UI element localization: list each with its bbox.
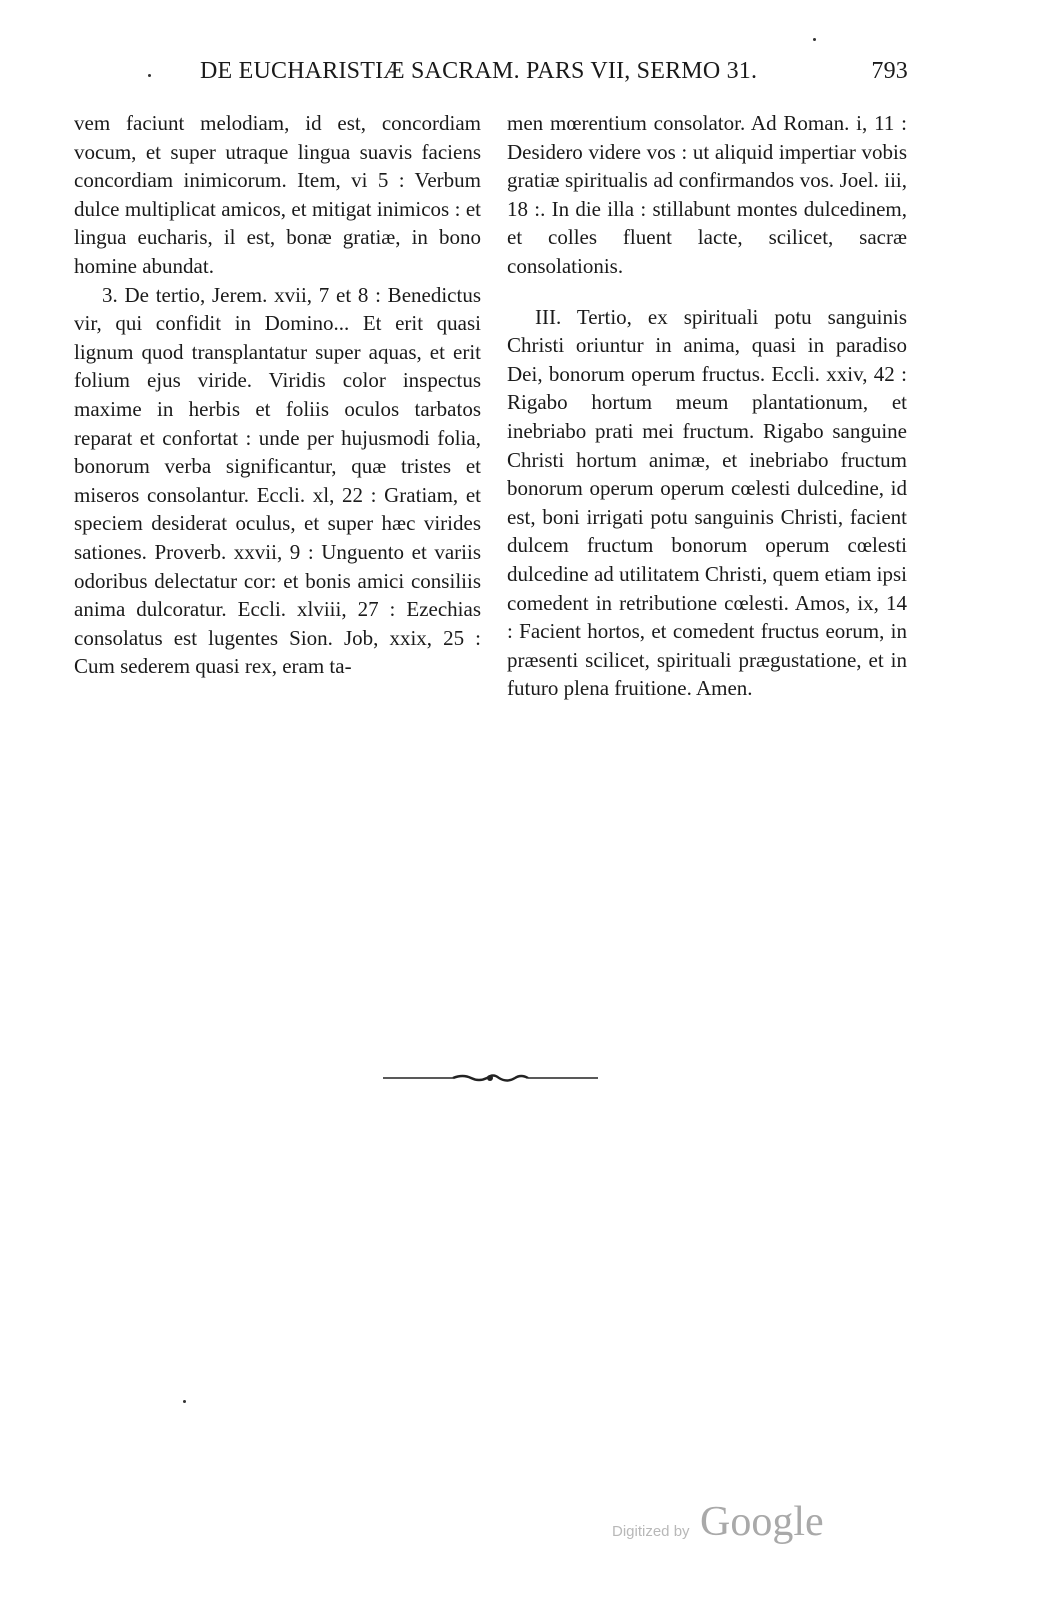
paragraph: men mœrentium consolator. Ad Roman. i, 11 : Desidero videre vos : ut aliquid impertiar vobis gratiæ spiritualis ad confirmandos vos. Joel. iii, 18 :. In die illa : stillabunt montes dulcedinem, et colles fluent lacte, scilicet, sacræ consolationis.: [507, 111, 907, 278]
print-speck: [813, 38, 816, 41]
right-column: [507, 109, 907, 703]
print-speck: [148, 74, 151, 77]
running-title: DE EUCHARISTIÆ SACRAM. PARS VII, SERMO 31.: [200, 58, 758, 84]
watermark-text: Digitized by: [612, 1523, 690, 1540]
digitization-watermark: [612, 1498, 832, 1548]
paragraph: 3. De tertio, Jerem. xvii, 7 et 8 : Benedictus vir, qui confidit in Domino... Et erit quasi lignum quod transplantatur super aquas, et erit folium ejus viride. Viridis color inspectus maxime in herbis et foliis oculos tarbatos reparat et confortat : unde per hujusmodi folia, bonorum verba significantur, quæ tristes et miseros consolantur. Eccli. xl, 22 : Gratiam, et speciem desiderat oculus, et super hæc virides sationes. Proverb. xxvii, 9 : Unguento et variis odoribus delectatur cor: et bonis amici consiliis anima dulcoratur. Eccli. xlviii, 27 : Ezechias consolatus est lugentes Sion. Job, xxix, 25 : Cum sederem quasi rex, eram ta-: [74, 282, 481, 679]
paragraph: vem faciunt melodiam, id est, concordiam vocum, et super utraque lingua suavis faciens concordiam inimicorum. Item, vi 5 : Verbum dulce multiplicat amicos, et mitigat inimicos : et lingua eucharis, il est, bonæ gratiæ, in bono homine abundat.: [74, 111, 481, 278]
print-speck: [183, 1400, 186, 1403]
section-end-ornament: [383, 1068, 598, 1088]
left-column: [74, 109, 481, 681]
page-number: 793: [871, 58, 908, 84]
watermark-logo: Google: [700, 1499, 824, 1545]
running-header: [78, 58, 908, 92]
paragraph: III. Tertio, ex spirituali potu sanguinis Christi oriuntur in anima, quasi in paradiso Dei, bonorum operum fructus. Eccli. xxiv, 42 : Rigabo hortum meum plantationum, et inebriabo prati mei fructum. Rigabo sanguine Christi hortum animæ, et inebriabo fructum bonorum operum operum cœlesti dulcedine, id est, boni irrigati potu sanguinis Christi, facient dulcem fructum bonorum operum cœlesti dulcedine ad utilitatem Christi, quem etiam ipsi comedent in retributione cœlesti. Amos, ix, 14 : Facient hortos, et comedent fructus eorum, in præsenti scilicet, spirituali prægustatione, et in futuro plena fruitione. Amen.: [507, 304, 907, 701]
